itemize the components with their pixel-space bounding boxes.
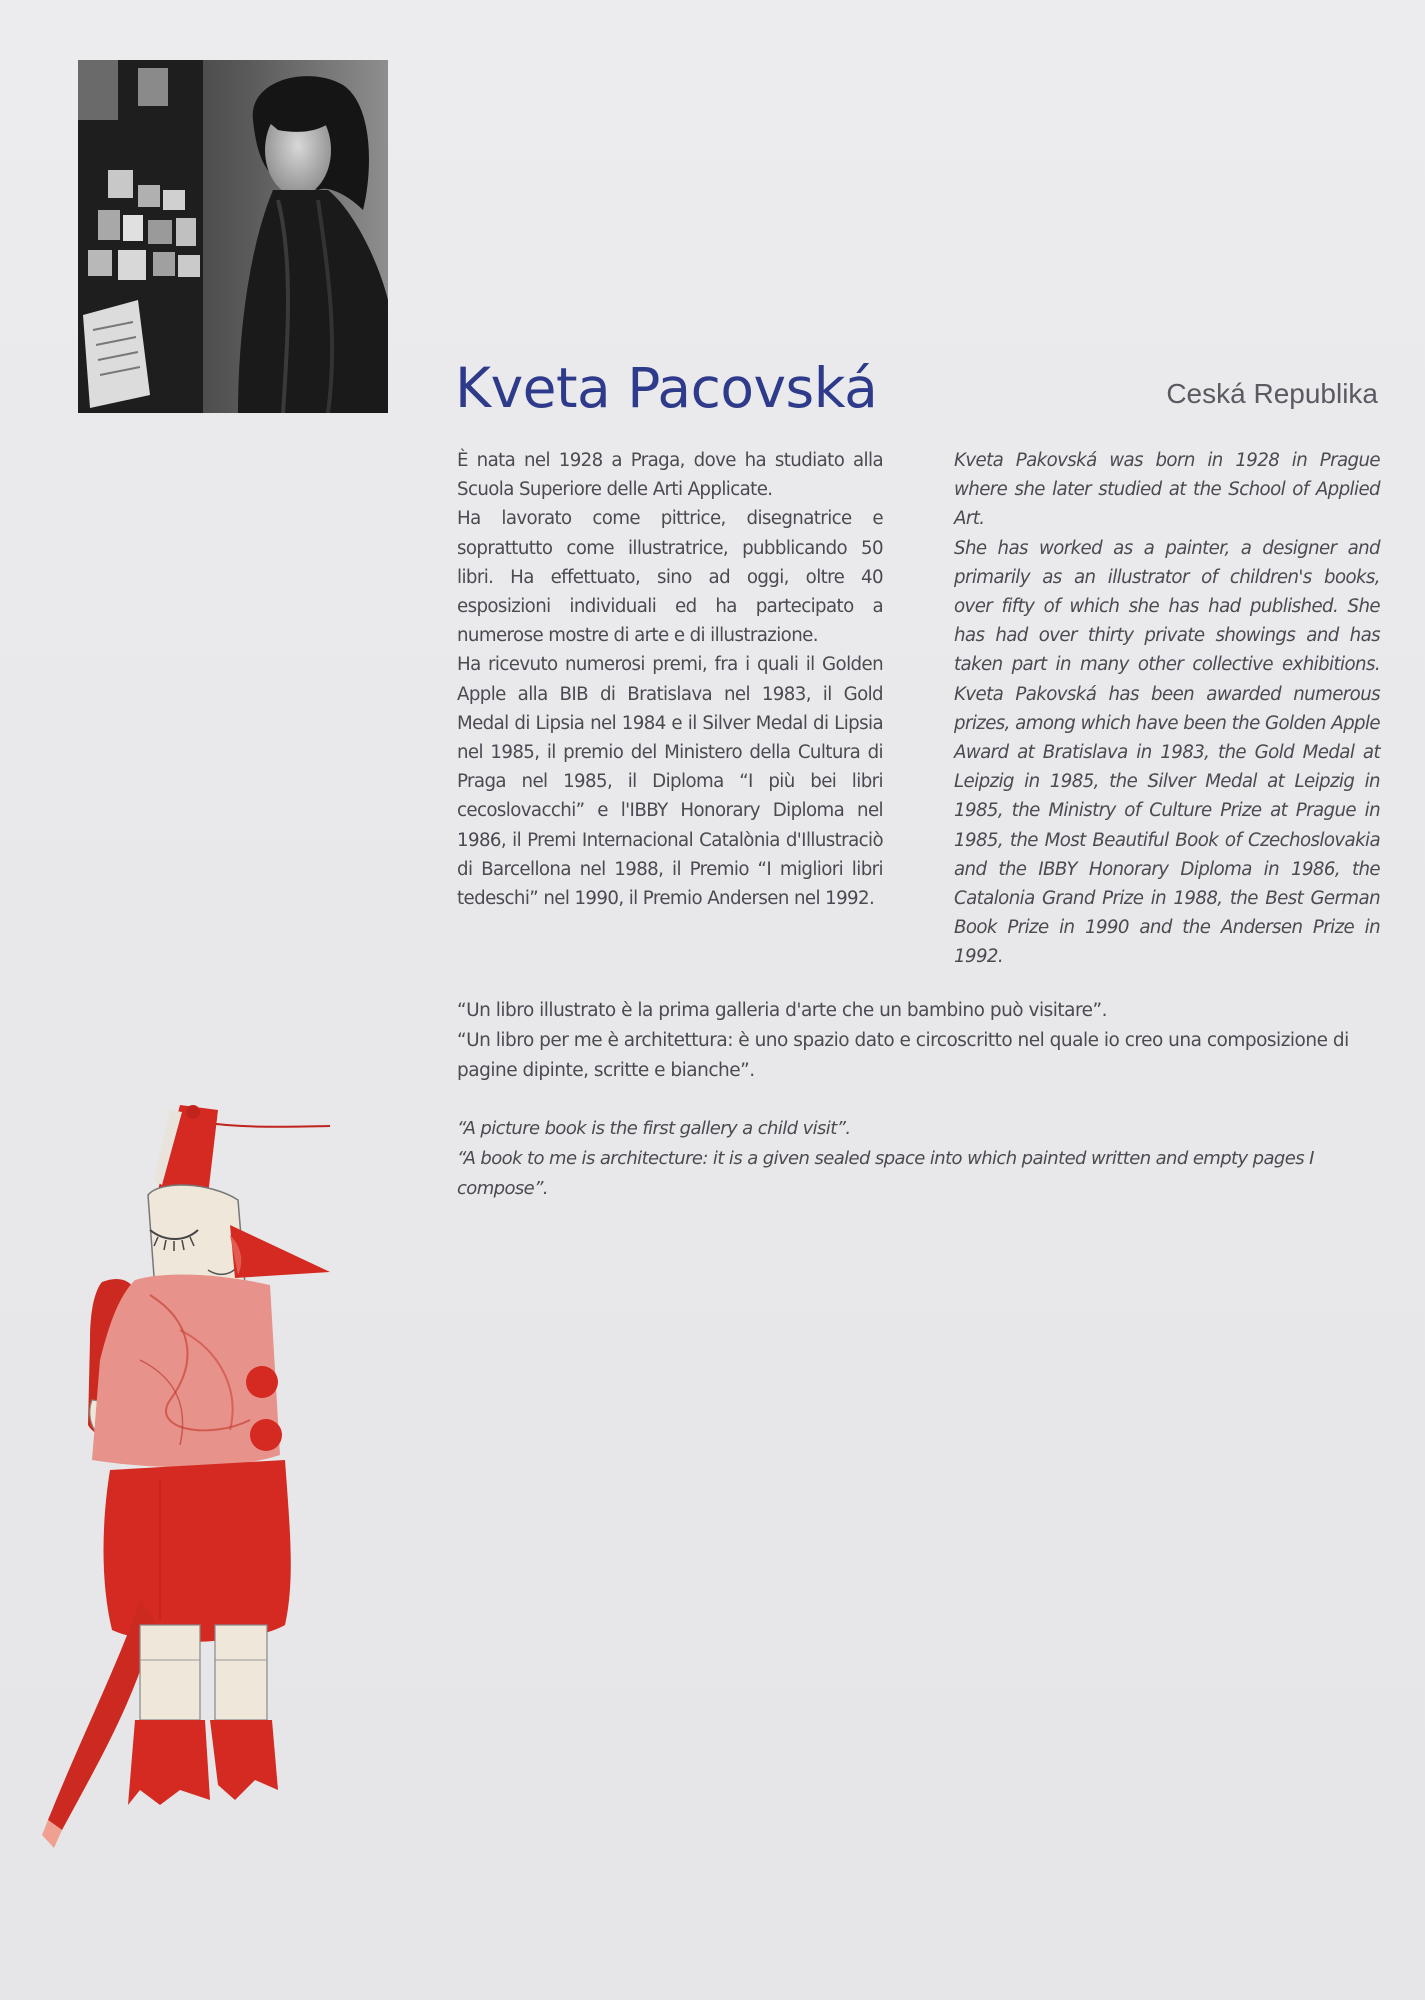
bio-italian-p2: Ha lavorato come pittrice, disegnatrice e soprattutto come illustratrice, pubblicando 50 libri. Ha effettuato, sino ad oggi, oltre 40 esposizioni individuali ed ha partecipato a numerose mostre di arte e di illustrazione.: [457, 508, 883, 647]
bio-english-p2: She has worked as a painter, a designer and primarily as an illustrator of children's books, over fifty of which she has had published. She has had over thirty private showings and has taken part in many other collective exhibitions. Kveta Pakovská has been awarded numerous prizes, among which have been the Golden Apple Award at Bratislava in 1983, the Gold Medal at Leipzig in 1985, the Silver Medal at Leipzig in 1985, the Ministry of Culture Prize at Prague in 1985, the Most Beautiful Book of Czechoslovakia and the IBBY Honorary Diploma in 1986, the Catalonia Grand Prize in 1988, the Best German Book Prize in 1990 and the Andersen Prize in 1992.: [954, 537, 1380, 968]
bio-italian-p3: Ha ricevuto numerosi premi, fra i quali il Golden Apple alla BIB di Bratislava nel 1983, il Gold Medal di Lipsia nel 1984 e il Silver Medal di Lipsia nel 1985, il premio del Ministero della Cultura di Praga nel 1985, il Diploma “I più bei libri cecoslovacchi” e l'IBBY Honorary Diploma nel 1986, il Premi Internacional Catalònia d'Illustraciò di Barcellona nel 1988, il Premio “I migliori libri tedeschi” nel 1990, il Premio Andersen nel 1992.: [457, 654, 883, 910]
quotes-italian: [457, 996, 1377, 1086]
artist-name: Kveta Pacovská: [455, 356, 878, 420]
bio-italian-p1: È nata nel 1928 a Praga, dove ha studiato alla Scuola Superiore delle Arti Applicate.: [457, 450, 883, 501]
bio-italian: [457, 446, 883, 913]
quote-italian-1: “Un libro illustrato è la prima galleria d'arte che un bambino può visitare”.: [457, 1000, 1107, 1021]
portrait-photo: [78, 60, 388, 413]
quote-italian-2: “Un libro per me è architettura: è uno spazio dato e circoscritto nel quale io creo una composizione di pagine dipinte, scritte e bianche”.: [457, 1030, 1349, 1081]
bio-english: [954, 446, 1380, 972]
quote-english-1: “A picture book is the first gallery a child visit”.: [457, 1118, 851, 1139]
bio-english-p1: Kveta Pakovská was born in 1928 in Prague where she later studied at the School of Applied Art.: [954, 450, 1380, 530]
quote-english-2: “A book to me is architecture: it is a given sealed space into which painted written and empty pages I compose”.: [457, 1148, 1314, 1199]
country-label: Ceská Republika: [1166, 378, 1378, 409]
red-figure-illustration: [40, 1100, 340, 1930]
quotes-english: [457, 1114, 1377, 1204]
